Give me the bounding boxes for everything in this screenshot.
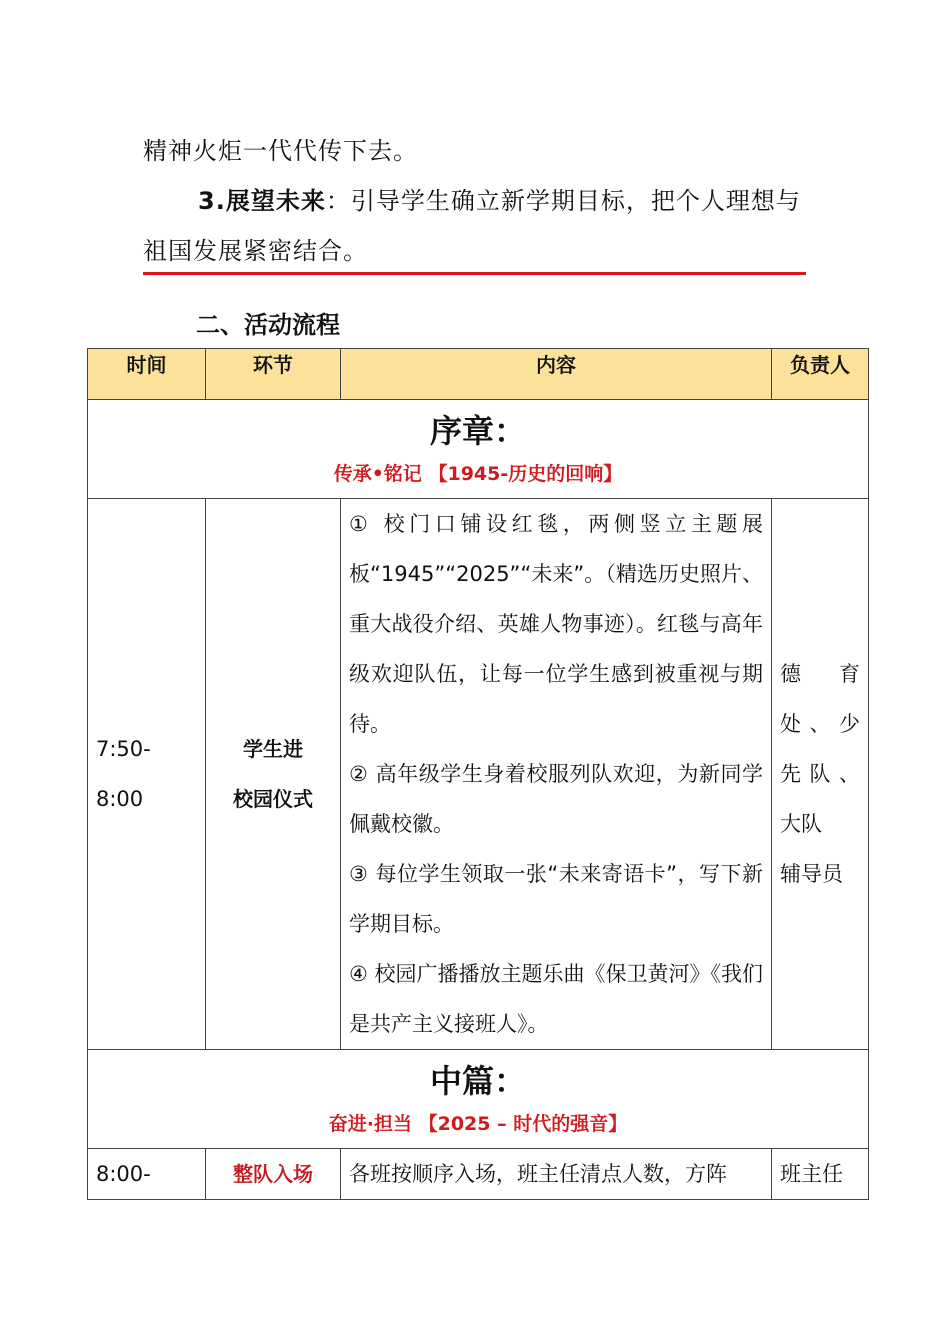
header-time: 时间 — [88, 349, 206, 400]
prologue-banner — [88, 400, 869, 499]
content-cell: 各班按顺序入场，班主任清点人数，方阵 — [341, 1149, 772, 1200]
owner-cell: 班主任 — [772, 1149, 869, 1200]
table-header-row — [88, 349, 869, 400]
segment-line2: 校园仪式 — [233, 787, 313, 811]
content-item-4: ④ 校园广播播放主题乐曲《保卫黄河》《我们是共产主义接班人》。 — [349, 962, 763, 1036]
header-owner: 负责人 — [772, 349, 869, 400]
prologue-title: 序章： — [429, 412, 526, 450]
owner-line-1: 德 育 — [780, 662, 860, 686]
table-row — [88, 1149, 869, 1200]
owner-line-3: 先队、 — [780, 762, 860, 786]
middle-title: 中篇： — [429, 1062, 526, 1100]
owner-cell — [772, 499, 869, 1050]
intro-item3 — [143, 176, 813, 276]
time-start: 7:50- — [96, 737, 151, 761]
content-item-3: ③ 每位学生领取一张“未来寄语卡”，写下新学期目标。 — [349, 862, 763, 936]
segment-line1: 学生进 — [243, 737, 303, 761]
time-end: 8:00 — [96, 787, 144, 811]
middle-banner — [88, 1050, 869, 1149]
segment-cell — [206, 499, 341, 1050]
owner-line-2: 处、少 — [780, 712, 860, 736]
activity-flow-table — [87, 348, 869, 1200]
content-item-2: ② 高年级学生身着校服列队欢迎，为新同学佩戴校徽。 — [349, 762, 763, 836]
content-cell — [341, 499, 772, 1050]
prologue-banner-row — [88, 400, 869, 499]
time-cell — [88, 499, 206, 1050]
prologue-subtitle: 传承•铭记 【1945-历史的回响】 — [333, 463, 623, 485]
owner-line-5: 辅导员 — [780, 862, 843, 886]
time-cell: 8:00- — [88, 1149, 206, 1200]
red-divider — [143, 272, 806, 275]
content-item-1: ① 校门口铺设红毯，两侧竖立主题展板“1945”“2025”“未来”。（精选历史照片、重大战役介绍、英雄人物事迹）。红毯与高年级欢迎队伍，让每一位学生感到被重视与期待。 — [349, 512, 763, 736]
middle-subtitle: 奋进·担当 【2025 – 时代的强音】 — [328, 1113, 628, 1135]
middle-banner-row — [88, 1050, 869, 1149]
header-content: 内容 — [341, 349, 772, 400]
item3-text: ：引导学生确立新学期目标，把个人理想与祖国发展紧密结合。 — [143, 187, 801, 265]
owner-line-4: 大队 — [780, 812, 822, 836]
item3-label: 3.展望未来 — [198, 187, 326, 215]
intro-line1: 精神火炬一代代传下去。 — [143, 137, 418, 165]
header-segment: 环节 — [206, 349, 341, 400]
section-title: 二、活动流程 — [196, 311, 340, 339]
table-row — [88, 499, 869, 1050]
segment-cell: 整队入场 — [206, 1149, 341, 1200]
